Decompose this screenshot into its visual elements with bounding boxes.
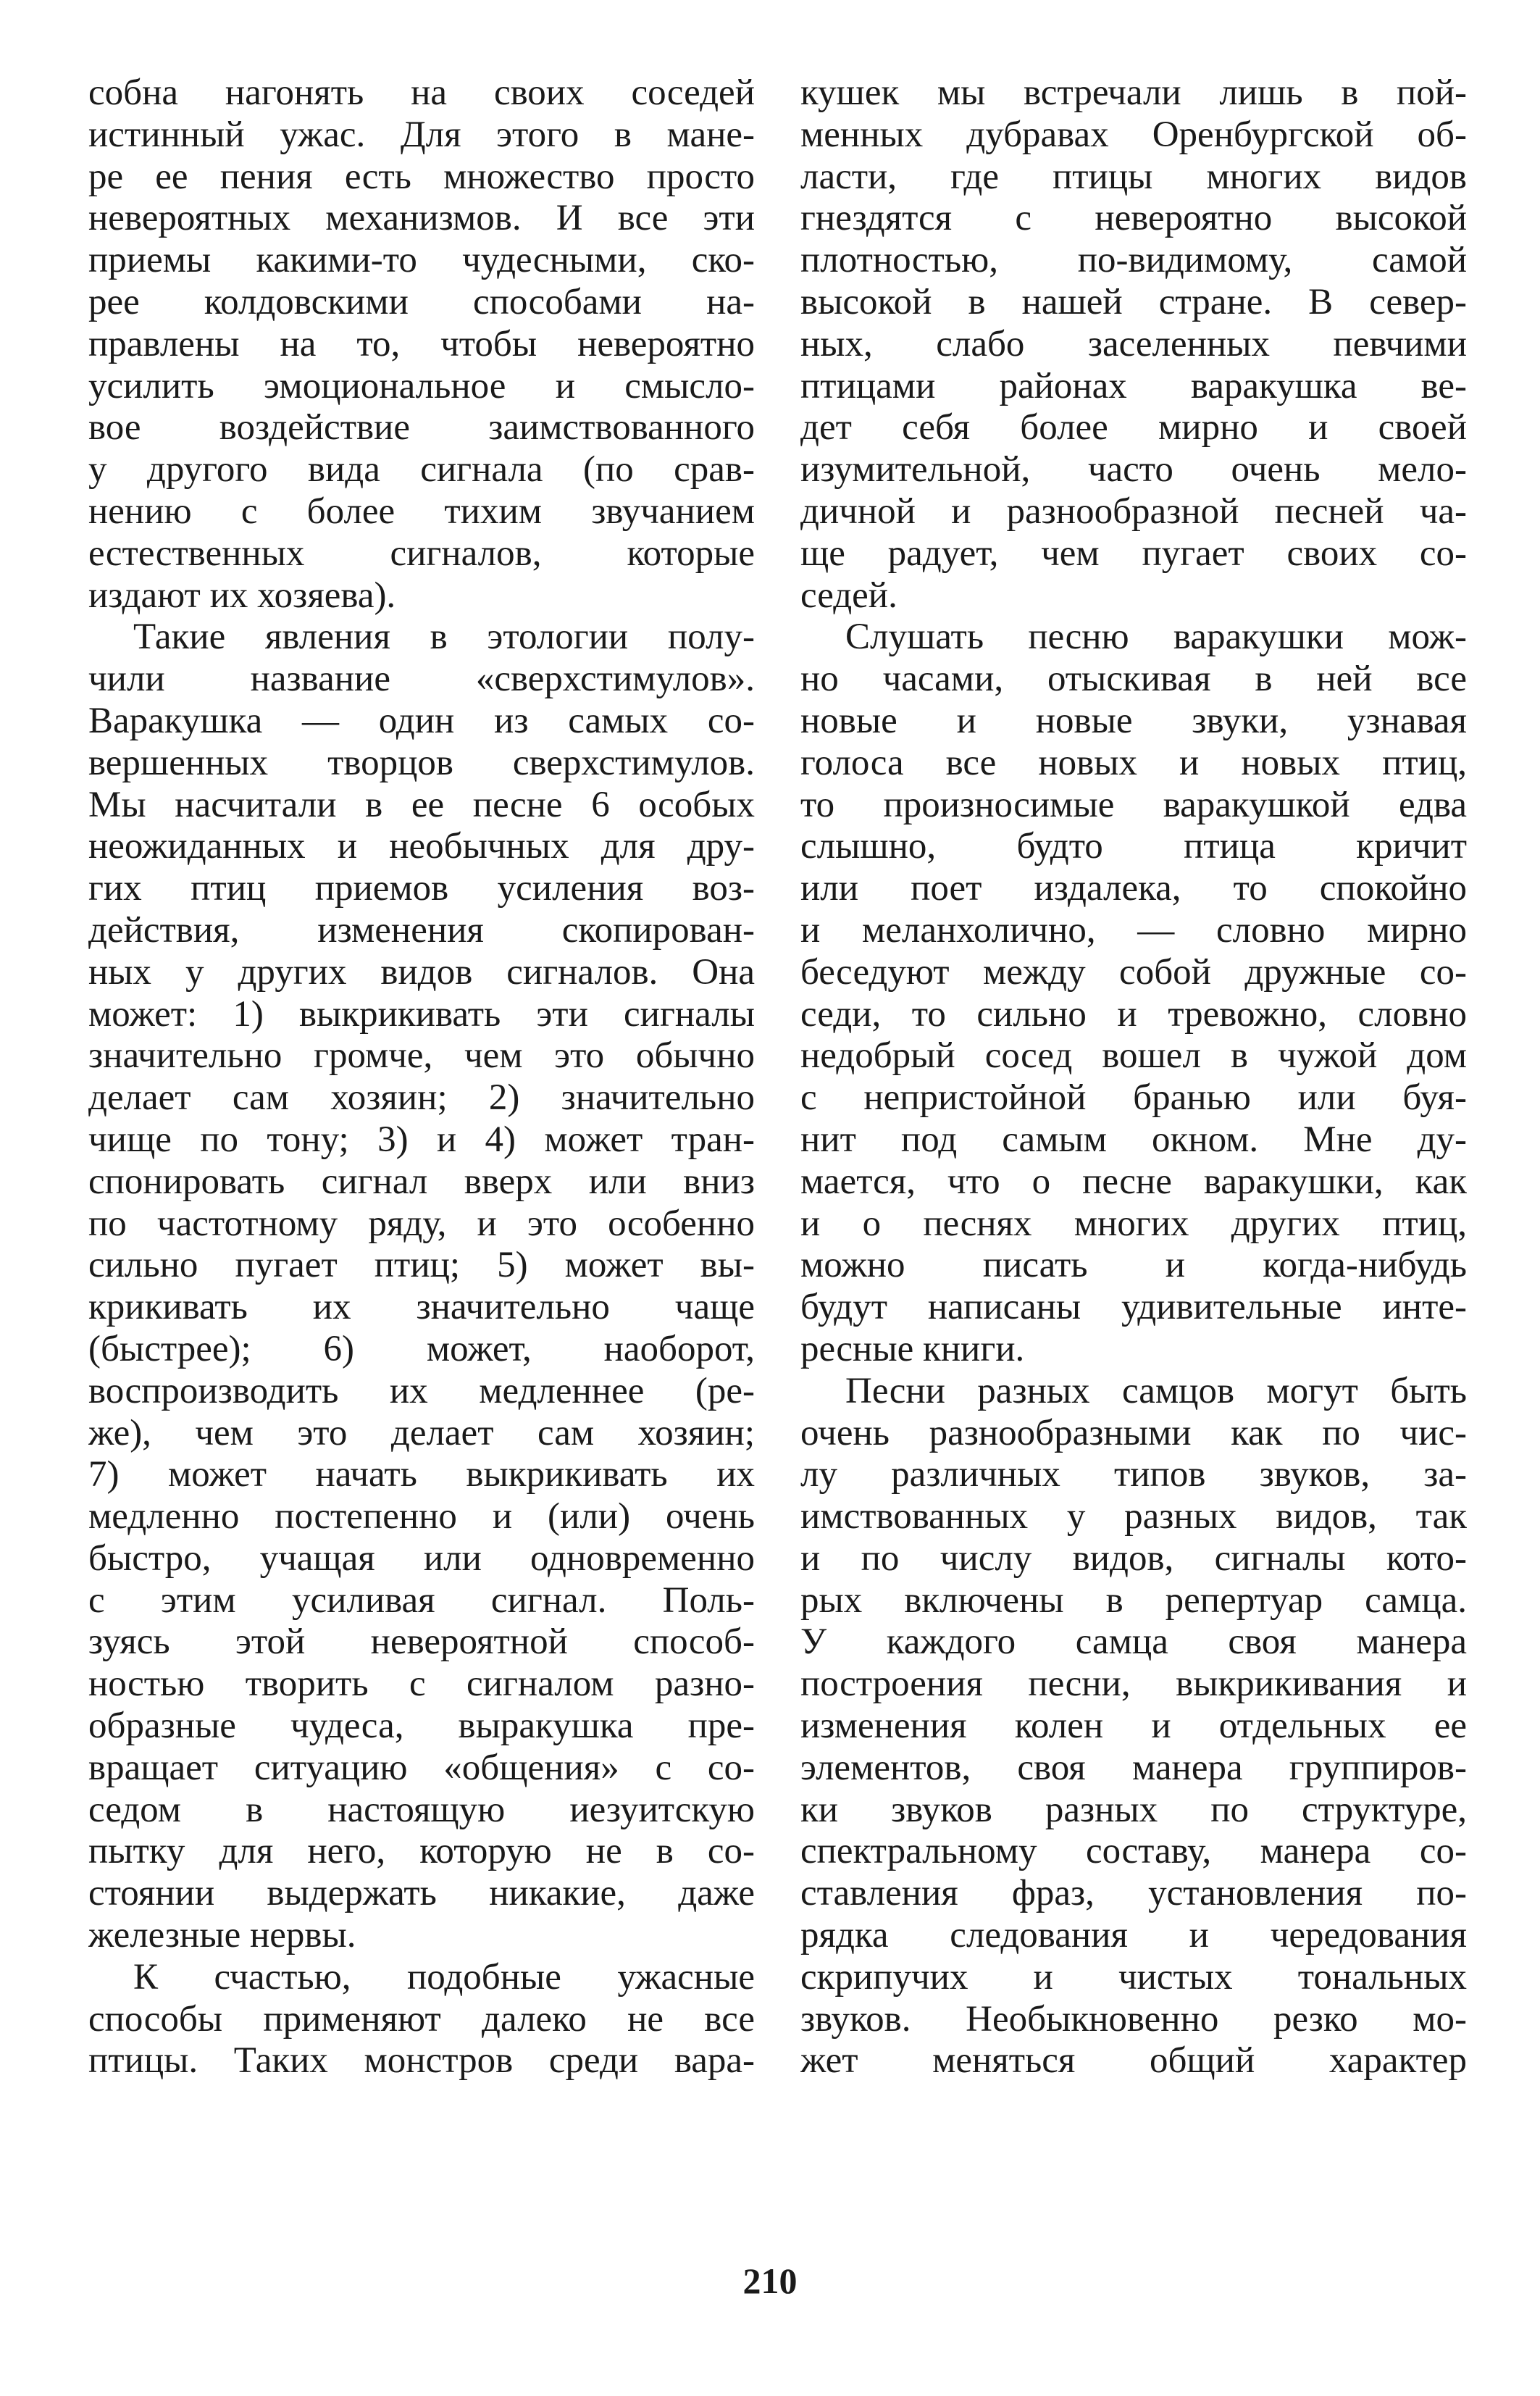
text-line: спектральному составу, манера со- bbox=[800, 1831, 1467, 1872]
text-line: делает сам хозяин; 2) значительно bbox=[88, 1077, 755, 1119]
text-line: голоса все новых и новых птиц, bbox=[800, 742, 1467, 783]
text-line: ще радует, чем пугает своих со- bbox=[800, 533, 1467, 574]
text-line: вращает ситуацию «общения» с со- bbox=[88, 1747, 755, 1788]
text-line: Такие явления в этологии полу- bbox=[133, 617, 755, 658]
text-line: то произносимые варакушкой едва bbox=[800, 784, 1467, 825]
text-line: птицами районах варакушка ве- bbox=[800, 365, 1467, 406]
text-line: сильно пугает птиц; 5) может вы- bbox=[88, 1245, 755, 1286]
text-line: ставления фраз, установления по- bbox=[800, 1873, 1467, 1914]
text-line: ре ее пения есть множество просто bbox=[88, 156, 755, 197]
text-line: зуясь этой невероятной способ- bbox=[88, 1621, 755, 1663]
text-line: Мы насчитали в ее песне 6 особых bbox=[88, 784, 755, 825]
text-line: с этим усиливая сигнал. Поль- bbox=[88, 1579, 755, 1621]
text-line: У каждого самца своя манера bbox=[800, 1621, 1467, 1663]
text-line: способы применяют далеко не все bbox=[88, 1998, 755, 2040]
text-line: слышно, будто птица кричит bbox=[800, 826, 1467, 867]
text-line: К счастью, подобные ужасные bbox=[133, 1956, 755, 1998]
text-line: изумительной, часто очень мело- bbox=[800, 449, 1467, 491]
text-line: менных дубравах Оренбургской об- bbox=[800, 114, 1467, 155]
text-line: естественных сигналов, которые bbox=[88, 533, 755, 574]
text-line: недобрый сосед вошел в чужой дом bbox=[800, 1035, 1467, 1077]
left-text-column bbox=[88, 72, 755, 2082]
right-text-column bbox=[800, 72, 1467, 2082]
text-line: ки звуков разных по структуре, bbox=[800, 1789, 1467, 1830]
text-line: новые и новые звуки, узнавая bbox=[800, 700, 1467, 741]
text-line: нит под самым окном. Мне ду- bbox=[800, 1119, 1467, 1160]
text-line: и меланхолично, — словно мирно bbox=[800, 909, 1467, 951]
text-line: лу различных типов звуков, за- bbox=[800, 1454, 1467, 1495]
text-line: дет себя более мирно и своей bbox=[800, 407, 1467, 448]
text-line: элементов, своя манера группиров- bbox=[800, 1747, 1467, 1788]
text-line: будут написаны удивительные инте- bbox=[800, 1287, 1467, 1328]
text-line: и о песнях многих других птиц, bbox=[800, 1203, 1467, 1244]
text-line: гнездятся с невероятно высокой bbox=[800, 198, 1467, 239]
text-line: изменения колен и отдельных ее bbox=[800, 1706, 1467, 1747]
text-line: седей. bbox=[800, 575, 897, 616]
text-line: стоянии выдержать никакие, даже bbox=[88, 1873, 755, 1914]
text-line: рее колдовскими способами на- bbox=[88, 281, 755, 322]
text-line: имствованных у разных видов, так bbox=[800, 1496, 1467, 1537]
text-line: гих птиц приемов усиления воз- bbox=[88, 868, 755, 909]
text-line: но часами, отыскивая в ней все bbox=[800, 659, 1467, 700]
text-line: по частотному ряду, и это особенно bbox=[88, 1203, 755, 1244]
text-line: значительно громче, чем это обычно bbox=[88, 1035, 755, 1077]
text-line: кушек мы встречали лишь в пой- bbox=[800, 72, 1467, 113]
text-line: очень разнообразными как по чис- bbox=[800, 1412, 1467, 1453]
text-line: 7) может начать выкрикивать их bbox=[88, 1454, 755, 1495]
text-line: или поет издалека, то спокойно bbox=[800, 868, 1467, 909]
text-line: может: 1) выкрикивать эти сигналы bbox=[88, 993, 755, 1035]
text-line: построения песни, выкрикивания и bbox=[800, 1664, 1467, 1705]
text-line: собна нагонять на своих соседей bbox=[88, 72, 755, 113]
text-line: приемы какими-то чудесными, ско- bbox=[88, 240, 755, 281]
text-line: неожиданных и необычных для дру- bbox=[88, 826, 755, 867]
text-line: ресные книги. bbox=[800, 1328, 1025, 1369]
text-line: ных, слабо заселенных певчими bbox=[800, 323, 1467, 364]
text-line: жет меняться общий характер bbox=[800, 2040, 1467, 2082]
text-line: ласти, где птицы многих видов bbox=[800, 156, 1467, 197]
text-line: и по числу видов, сигналы кото- bbox=[800, 1537, 1467, 1579]
text-line: вершенных творцов сверхстимулов. bbox=[88, 742, 755, 783]
text-line: седом в настоящую иезуитскую bbox=[88, 1789, 755, 1830]
text-line: быстро, учащая или одновременно bbox=[88, 1537, 755, 1579]
text-line: пытку для него, которую не в со- bbox=[88, 1831, 755, 1872]
text-line: скрипучих и чистых тональных bbox=[800, 1956, 1467, 1998]
text-line: высокой в нашей стране. В север- bbox=[800, 281, 1467, 322]
text-line: плотностью, по-видимому, самой bbox=[800, 240, 1467, 281]
text-line: действия, изменения скопирован- bbox=[88, 909, 755, 951]
text-line: спонировать сигнал вверх или вниз bbox=[88, 1161, 755, 1202]
text-line: ностью творить с сигналом разно- bbox=[88, 1664, 755, 1705]
text-line: у другого вида сигнала (по срав- bbox=[88, 449, 755, 491]
text-line: истинный ужас. Для этого в мане- bbox=[88, 114, 755, 155]
text-line: седи, то сильно и тревожно, словно bbox=[800, 993, 1467, 1035]
text-line: крикивать их значительно чаще bbox=[88, 1287, 755, 1328]
text-line: Варакушка — один из самых со- bbox=[88, 700, 755, 741]
text-line: нению с более тихим звучанием bbox=[88, 491, 755, 532]
text-line: можно писать и когда-нибудь bbox=[800, 1245, 1467, 1286]
text-line: воспроизводить их медленнее (ре- bbox=[88, 1370, 755, 1411]
text-line: вое воздействие заимствованного bbox=[88, 407, 755, 448]
text-line: рых включены в репертуар самца. bbox=[800, 1579, 1467, 1621]
text-line: звуков. Необыкновенно резко мо- bbox=[800, 1998, 1467, 2040]
text-line: железные нервы. bbox=[88, 1915, 356, 1956]
text-line: мается, что о песне варакушки, как bbox=[800, 1161, 1467, 1202]
text-line: издают их хозяева). bbox=[88, 575, 396, 616]
page-number: 210 bbox=[742, 2261, 798, 2301]
text-line: беседуют между собой дружные со- bbox=[800, 951, 1467, 993]
text-line: правлены на то, чтобы невероятно bbox=[88, 323, 755, 364]
text-line: птицы. Таких монстров среди вара- bbox=[88, 2040, 755, 2082]
text-line: чили название «сверхстимулов». bbox=[88, 659, 755, 700]
text-line: образные чудеса, выракушка пре- bbox=[88, 1706, 755, 1747]
text-line: дичной и разнообразной песней ча- bbox=[800, 491, 1467, 532]
text-line: Песни разных самцов могут быть bbox=[845, 1370, 1467, 1411]
text-line: ных у других видов сигналов. Она bbox=[88, 951, 755, 993]
text-line: с непристойной бранью или буя- bbox=[800, 1077, 1467, 1119]
text-line: рядка следования и чередования bbox=[800, 1915, 1467, 1956]
text-line: чище по тону; 3) и 4) может тран- bbox=[88, 1119, 755, 1160]
text-line: же), чем это делает сам хозяин; bbox=[88, 1412, 755, 1453]
text-line: усилить эмоциональное и смысло- bbox=[88, 365, 755, 406]
text-line: медленно постепенно и (или) очень bbox=[88, 1496, 755, 1537]
text-line: Слушать песню варакушки мож- bbox=[845, 617, 1467, 658]
text-line: невероятных механизмов. И все эти bbox=[88, 198, 755, 239]
text-line: (быстрее); 6) может, наоборот, bbox=[88, 1328, 755, 1369]
